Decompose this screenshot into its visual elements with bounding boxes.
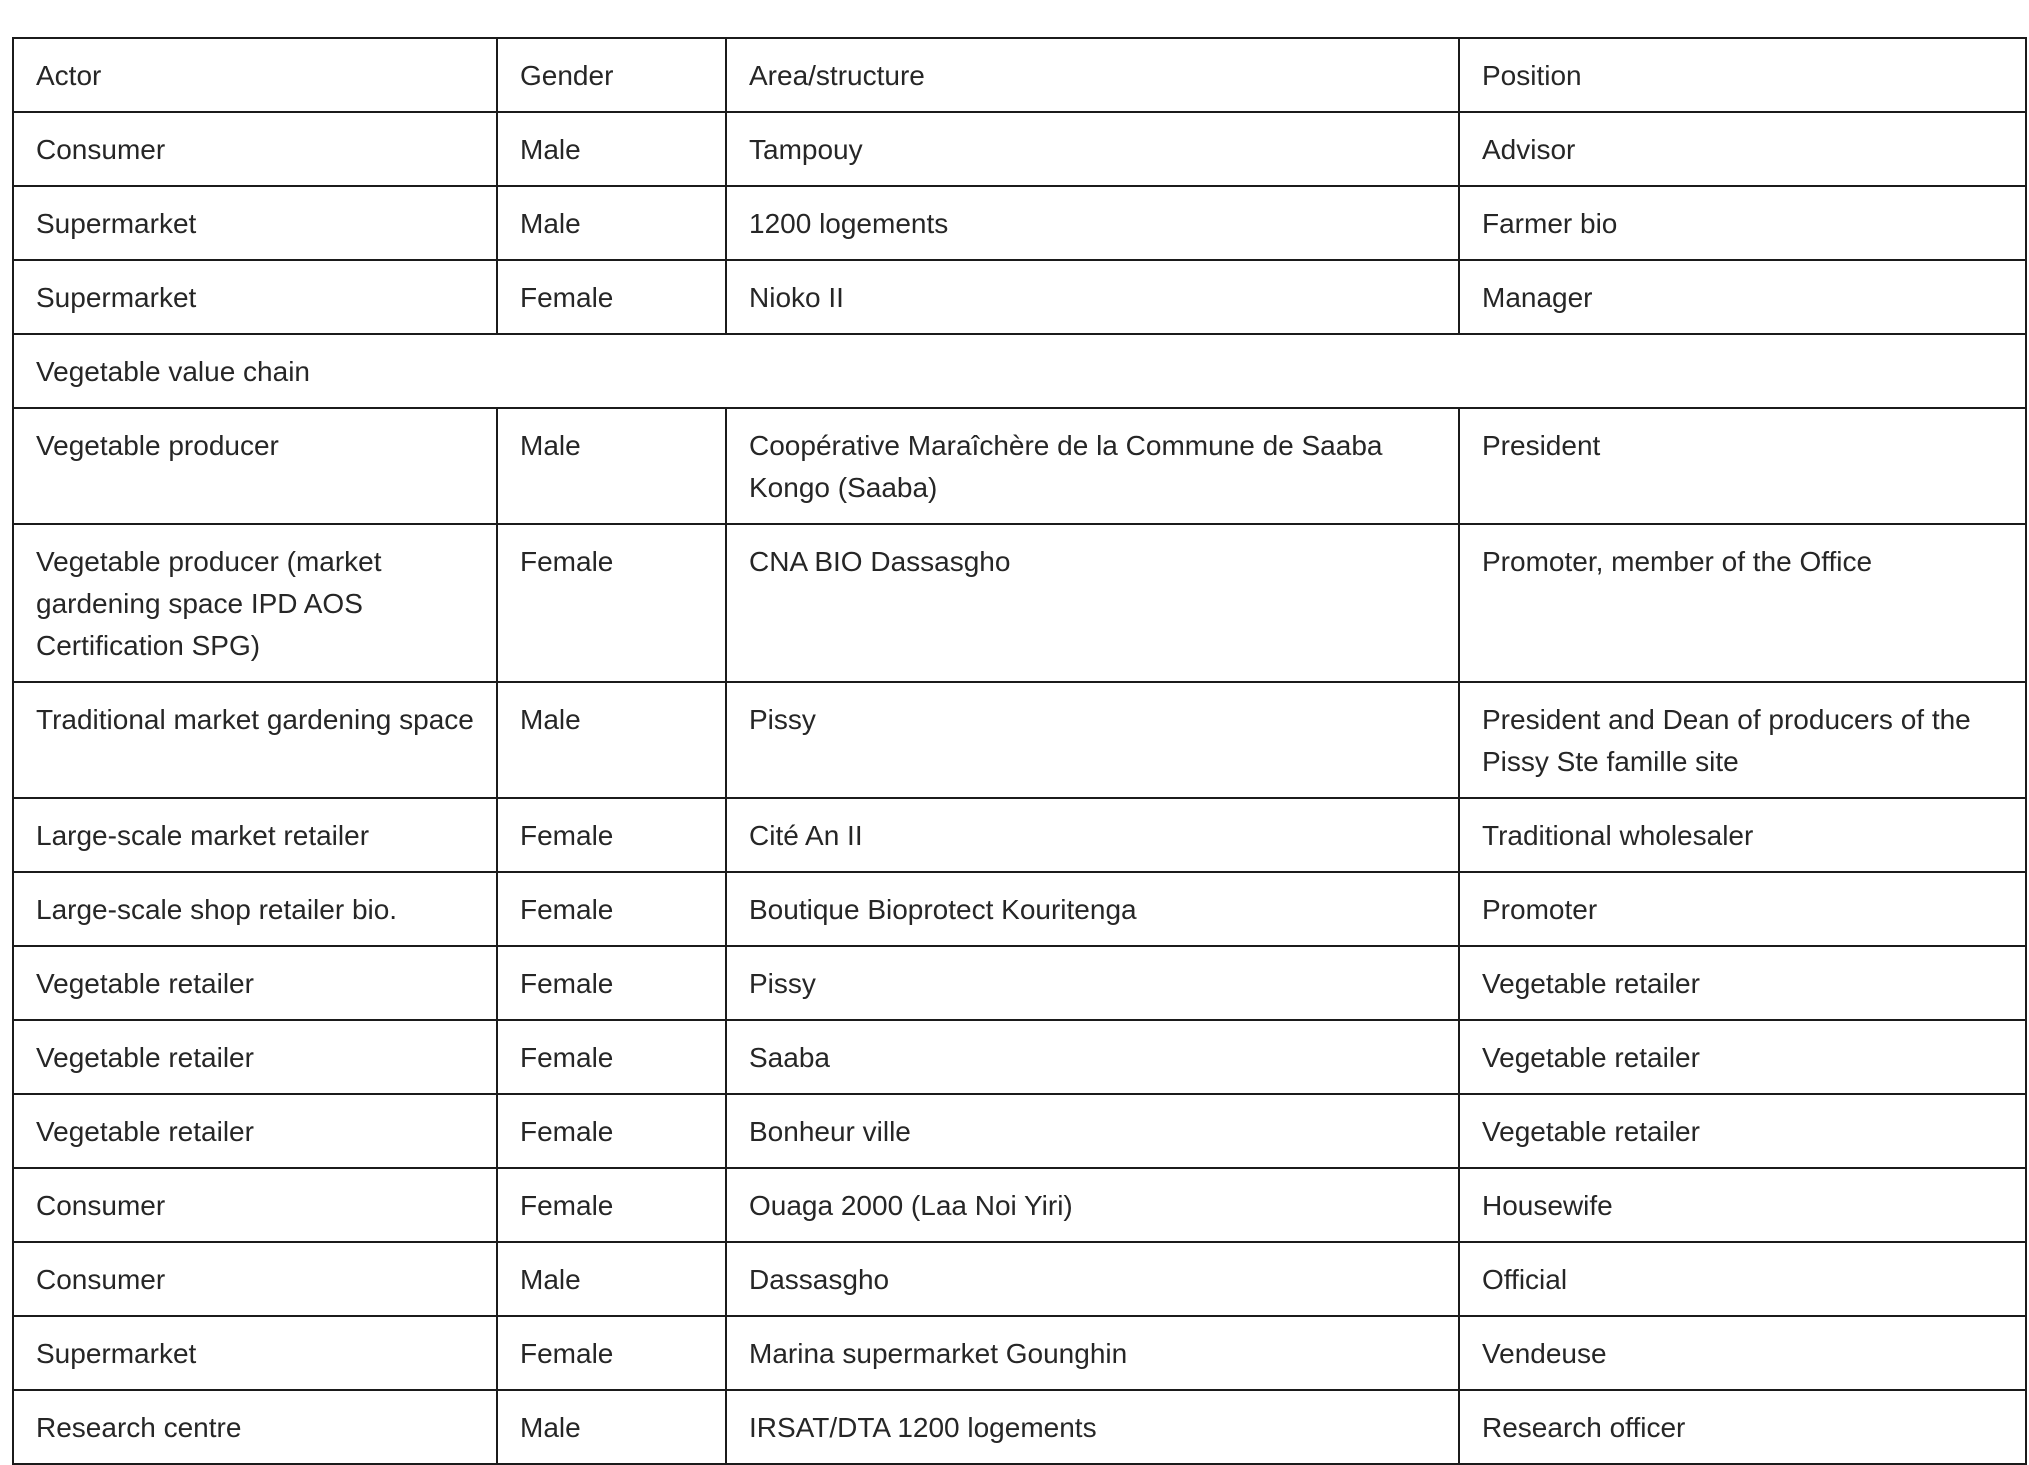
cell-actor: Supermarket	[13, 260, 497, 334]
cell-position: Manager	[1459, 260, 2026, 334]
cell-position: Advisor	[1459, 112, 2026, 186]
cell-actor: Vegetable retailer	[13, 1020, 497, 1094]
section-row	[13, 334, 2026, 408]
cell-position: Vegetable retailer	[1459, 946, 2026, 1020]
table-row	[13, 1316, 2026, 1390]
table-row	[13, 1242, 2026, 1316]
table-row	[13, 872, 2026, 946]
cell-actor: Large-scale market retailer	[13, 798, 497, 872]
table-row	[13, 112, 2026, 186]
table-row	[13, 1094, 2026, 1168]
cell-position: Promoter, member of the Office	[1459, 524, 2026, 682]
table-row	[13, 260, 2026, 334]
table-row	[13, 1168, 2026, 1242]
table-header	[13, 38, 2026, 112]
table-row	[13, 186, 2026, 260]
cell-area: Marina supermarket Gounghin	[726, 1316, 1459, 1390]
cell-area: Cité An II	[726, 798, 1459, 872]
cell-gender: Female	[497, 872, 726, 946]
table-row	[13, 682, 2026, 798]
cell-actor: Vegetable retailer	[13, 946, 497, 1020]
cell-area: Tampouy	[726, 112, 1459, 186]
cell-position: Vegetable retailer	[1459, 1020, 2026, 1094]
cell-area: Boutique Bioprotect Kouritenga	[726, 872, 1459, 946]
cell-actor: Vegetable retailer	[13, 1094, 497, 1168]
actors-table	[12, 37, 2027, 1465]
cell-actor: Consumer	[13, 112, 497, 186]
cell-gender: Male	[497, 682, 726, 798]
cell-actor: Consumer	[13, 1168, 497, 1242]
cell-position: President and Dean of producers of the Pissy Ste famille site	[1459, 682, 2026, 798]
actors-table-container	[12, 37, 2025, 1465]
cell-actor: Supermarket	[13, 1316, 497, 1390]
cell-gender: Female	[497, 1020, 726, 1094]
cell-area: Bonheur ville	[726, 1094, 1459, 1168]
cell-area: Coopérative Maraîchère de la Commune de Saaba Kongo (Saaba)	[726, 408, 1459, 524]
cell-gender: Female	[497, 1094, 726, 1168]
cell-actor: Traditional market gardening space	[13, 682, 497, 798]
cell-gender: Female	[497, 260, 726, 334]
cell-position: Vendeuse	[1459, 1316, 2026, 1390]
cell-gender: Female	[497, 1168, 726, 1242]
table-row	[13, 1020, 2026, 1094]
header-cell-area: Area/structure	[726, 38, 1459, 112]
cell-actor: Large-scale shop retailer bio.	[13, 872, 497, 946]
section-label: Vegetable value chain	[13, 334, 2026, 408]
cell-area: IRSAT/DTA 1200 logements	[726, 1390, 1459, 1464]
cell-area: CNA BIO Dassasgho	[726, 524, 1459, 682]
cell-gender: Male	[497, 1242, 726, 1316]
cell-gender: Female	[497, 1316, 726, 1390]
cell-area: Saaba	[726, 1020, 1459, 1094]
header-cell-position: Position	[1459, 38, 2026, 112]
cell-gender: Male	[497, 186, 726, 260]
cell-area: Nioko II	[726, 260, 1459, 334]
cell-area: Ouaga 2000 (Laa Noi Yiri)	[726, 1168, 1459, 1242]
cell-position: Research officer	[1459, 1390, 2026, 1464]
cell-actor: Consumer	[13, 1242, 497, 1316]
table-row	[13, 946, 2026, 1020]
cell-gender: Male	[497, 1390, 726, 1464]
cell-area: Pissy	[726, 946, 1459, 1020]
header-cell-gender: Gender	[497, 38, 726, 112]
cell-actor: Vegetable producer	[13, 408, 497, 524]
cell-position: Promoter	[1459, 872, 2026, 946]
cell-position: Housewife	[1459, 1168, 2026, 1242]
header-row	[13, 38, 2026, 112]
cell-gender: Female	[497, 946, 726, 1020]
cell-gender: Female	[497, 798, 726, 872]
cell-actor: Research centre	[13, 1390, 497, 1464]
cell-area: Dassasgho	[726, 1242, 1459, 1316]
table-row	[13, 524, 2026, 682]
cell-position: Official	[1459, 1242, 2026, 1316]
cell-position: President	[1459, 408, 2026, 524]
table-row	[13, 408, 2026, 524]
cell-area: Pissy	[726, 682, 1459, 798]
cell-actor: Vegetable producer (market gardening space IPD AOS Certification SPG)	[13, 524, 497, 682]
header-cell-actor: Actor	[13, 38, 497, 112]
cell-position: Traditional wholesaler	[1459, 798, 2026, 872]
cell-gender: Male	[497, 112, 726, 186]
table-row	[13, 1390, 2026, 1464]
cell-area: 1200 logements	[726, 186, 1459, 260]
cell-actor: Supermarket	[13, 186, 497, 260]
table-body	[13, 112, 2026, 1464]
table-row	[13, 798, 2026, 872]
cell-position: Farmer bio	[1459, 186, 2026, 260]
cell-gender: Male	[497, 408, 726, 524]
cell-position: Vegetable retailer	[1459, 1094, 2026, 1168]
cell-gender: Female	[497, 524, 726, 682]
